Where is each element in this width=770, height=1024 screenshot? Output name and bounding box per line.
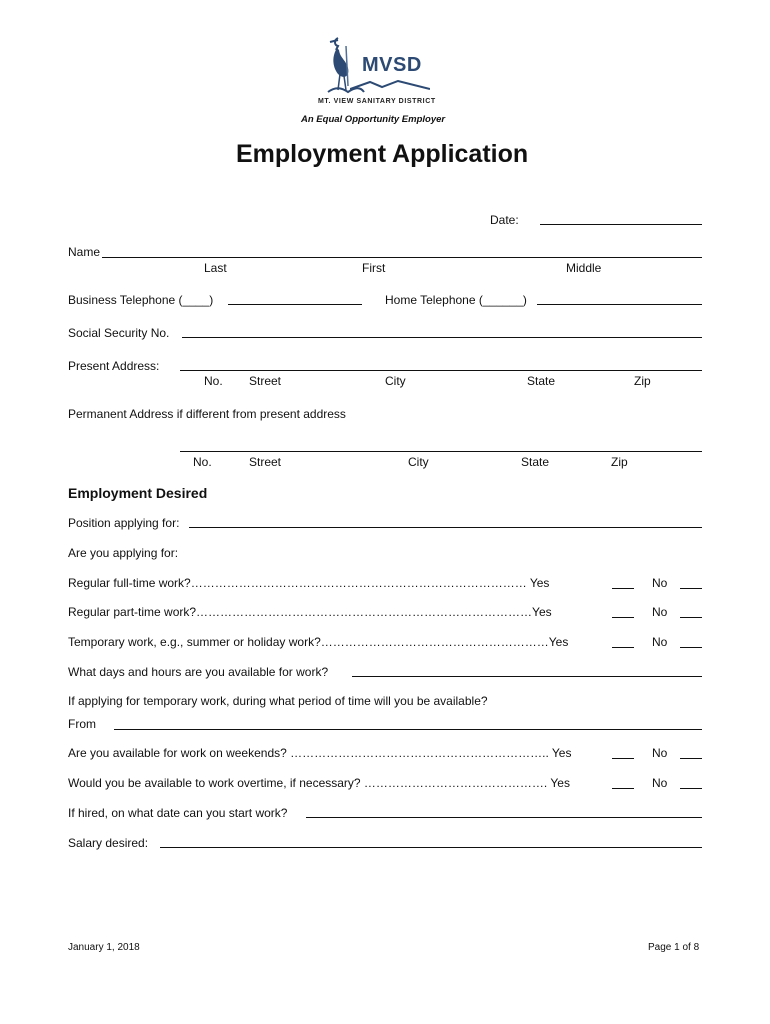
page-title: Employment Application — [236, 140, 529, 168]
days-hours-field[interactable] — [352, 676, 702, 677]
tagline: An Equal Opportunity Employer — [301, 114, 446, 125]
ssn-label: Social Security No. — [68, 326, 170, 340]
permanent-no-caption: No. — [193, 455, 212, 469]
name-label: Name — [68, 245, 101, 259]
permanent-city-caption: City — [408, 455, 429, 469]
days-hours-label: What days and hours are you available for work? — [68, 665, 329, 679]
home-telephone-field[interactable] — [537, 304, 702, 305]
full-time-no-label: No — [652, 576, 668, 590]
temporary-yes-field[interactable] — [612, 647, 634, 648]
overtime-no-label: No — [652, 776, 668, 790]
full-time-yes-field[interactable] — [612, 588, 634, 589]
present-street-caption: Street — [249, 374, 282, 388]
temporary-no-field[interactable] — [680, 647, 702, 648]
part-time-yes-field[interactable] — [612, 617, 634, 618]
position-label: Position applying for: — [68, 516, 180, 530]
permanent-state-caption: State — [521, 455, 550, 469]
start-date-label: If hired, on what date can you start work? — [68, 806, 288, 820]
ssn-field[interactable] — [182, 337, 702, 338]
permanent-zip-caption: Zip — [611, 455, 628, 469]
permanent-address-field[interactable] — [180, 451, 702, 452]
present-city-caption: City — [385, 374, 406, 388]
full-time-question: Regular full-time work?………………………………………………………………………… Yes — [68, 576, 550, 590]
district-name: MT. VIEW SANITARY DISTRICT — [318, 98, 436, 105]
overtime-question: Would you be available to work overtime, if necessary? ………………………………………. Yes — [68, 776, 570, 790]
business-telephone-label: Business Telephone (____) — [68, 293, 214, 307]
permanent-street-caption: Street — [249, 455, 282, 469]
present-address-field[interactable] — [180, 370, 702, 371]
present-no-caption: No. — [204, 374, 223, 388]
part-time-no-field[interactable] — [680, 617, 702, 618]
from-label: From — [68, 717, 96, 731]
mountain-icon — [350, 80, 430, 90]
page-number: Page 1 of 8 — [648, 942, 700, 953]
temporary-no-label: No — [652, 635, 668, 649]
temporary-question: Temporary work, e.g., summer or holiday work?…………………………………………………Yes — [68, 635, 569, 649]
salary-label: Salary desired: — [68, 836, 149, 850]
present-address-label: Present Address: — [68, 359, 160, 373]
date-field[interactable] — [540, 224, 702, 225]
employment-desired-heading: Employment Desired — [68, 485, 208, 501]
weekends-no-label: No — [652, 746, 668, 760]
logo-wordmark: MVSD — [362, 54, 422, 76]
salary-field[interactable] — [160, 847, 702, 848]
name-last-caption: Last — [204, 261, 227, 275]
weekends-yes-field[interactable] — [612, 758, 634, 759]
overtime-no-field[interactable] — [680, 788, 702, 789]
present-zip-caption: Zip — [634, 374, 651, 388]
overtime-yes-field[interactable] — [612, 788, 634, 789]
position-field[interactable] — [189, 527, 702, 528]
business-telephone-field[interactable] — [228, 304, 362, 305]
footer-date: January 1, 2018 — [68, 942, 140, 953]
name-field[interactable] — [102, 257, 702, 258]
date-label: Date: — [490, 213, 519, 227]
home-telephone-label: Home Telephone (______) — [385, 293, 527, 307]
from-field[interactable] — [114, 729, 702, 730]
weekends-question: Are you available for work on weekends? ……………………………………………………….. Yes — [68, 746, 572, 760]
full-time-no-field[interactable] — [680, 588, 702, 589]
permanent-address-label: Permanent Address if different from present address — [68, 407, 346, 421]
weekends-no-field[interactable] — [680, 758, 702, 759]
name-first-caption: First — [362, 261, 386, 275]
applying-for-label: Are you applying for: — [68, 546, 179, 560]
part-time-no-label: No — [652, 605, 668, 619]
temporary-period-label: If applying for temporary work, during what period of time will you be available? — [68, 694, 488, 708]
start-date-field[interactable] — [306, 817, 702, 818]
part-time-question: Regular part-time work?…………………………………………………………………………Yes — [68, 605, 552, 619]
mvsd-logo — [326, 36, 436, 104]
name-middle-caption: Middle — [566, 261, 602, 275]
present-state-caption: State — [527, 374, 556, 388]
